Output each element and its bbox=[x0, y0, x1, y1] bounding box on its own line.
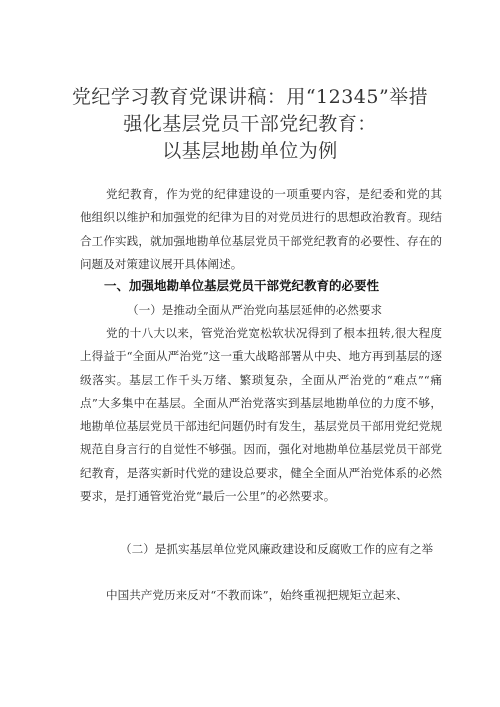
subsection-2-paragraph-start: 中国共产党历来反对“不教而诛”，始终重视把规矩立起来、 bbox=[106, 588, 408, 602]
section-1-heading: 一、加强地勘单位基层党员干部党纪教育的必要性 bbox=[104, 278, 380, 293]
title-line-1: 党纪学习教育党课讲稿：用“12345”举措 bbox=[71, 86, 429, 108]
subsection-1-heading: （一）是推动全面从严治党向基层延伸的必然要求 bbox=[127, 303, 383, 317]
title-line-3: 以基层地勘单位为例 bbox=[162, 140, 338, 162]
document-title bbox=[60, 84, 440, 165]
subsection-2-heading: （二）是抓实基层单位党风廉政建设和反腐败工作的应有之举 bbox=[120, 542, 434, 556]
intro-paragraph: 党纪教育，作为党的纪律建设的一项重要内容，是纪委和党的其他组织以维护和加强党的纪律为目的对党员进行的思想政治教育。现结合工作实践，就加强地勘单位基层党员干部党纪教育的必要性、存在的问题及对策建议展开具体阐述。 bbox=[80, 187, 442, 271]
subsection-1-paragraph: 党的十八大以来，管党治党宽松软状况得到了根本扭转,很大程度上得益于“全面从严治党”这一重大战略部署从中央、地方再到基层的逐级落实。基层工作千头万绪、繁琐复杂，全面从严治党的“难点”“痛点”大多集中在基层。全面从严治党落实到基层地勘单位的力度不够，地勘单位基层党员干部违纪问题仍时有发生，基层党员干部用党纪党规规范自身言行的自觉性不够强。因而，强化对地勘单位基层党员干部党纪教育，是落实新时代党的建设总要求，健全全面从严治党体系的必然要求，是打通管党治党“最后一公里”的必然要求。 bbox=[80, 326, 442, 504]
title-line-2: 强化基层党员干部党纪教育： bbox=[123, 113, 377, 135]
